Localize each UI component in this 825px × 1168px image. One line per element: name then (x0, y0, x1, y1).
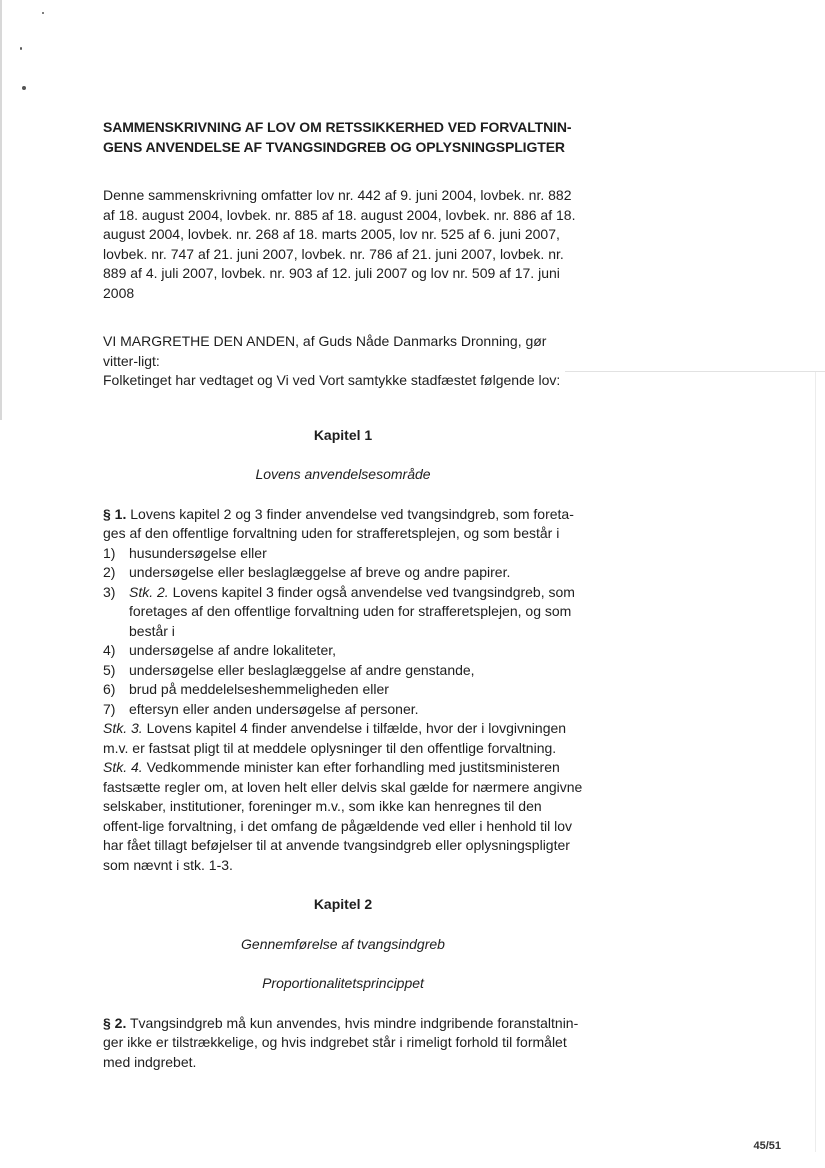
list-item-number: 3) (103, 583, 116, 600)
section-1-stk-4 (103, 758, 583, 875)
list-item (103, 583, 583, 642)
list-item (103, 563, 583, 583)
section-2 (103, 1014, 583, 1073)
scan-speck (42, 12, 44, 14)
list-item (103, 680, 583, 700)
scan-speck (20, 47, 22, 50)
scope-paragraph: Denne sammenskrivning omfatter lov nr. 442 af 9. juni 2004, lovbek. nr. 882 af 18. august 2004, lovbek. nr. 885 af 18. august 2004, lovbek. nr. 886 af 18. august 2004, lovbek. nr. 268 af 18. marts 2005, lov nr. 525 af 6. juni 2007, lovbek. nr. 747 af 21. juni 2007, lovbek. nr. 786 af 21. juni 2007, lovbek. nr. 889 af 4. juli 2007, lovbek. nr. 903 af 12. juli 2007 og lov nr. 509 af 17. juni 2008 (103, 187, 576, 301)
section-1-list (103, 544, 583, 720)
list-item-number: 4) (103, 642, 116, 658)
proclamation-line-2: Folketinget har vedtaget og Vi ved Vort samtykke stadfæstet følgende lov: (103, 372, 561, 388)
list-item (103, 661, 583, 681)
scan-artifact-vline (815, 372, 816, 1152)
chapter-2-sub-subtitle: Proportionalitetsprincippet (262, 975, 424, 991)
list-item-text: brud på meddelelseshemmeligheden eller (129, 681, 389, 697)
section-2-text: Tvangsindgreb må kun anvendes, hvis mindre indgribende foranstaltnin-ger ikke er tilstrækkelige, og hvis indgrebet står i rimeligt forhold til formålet med indgrebet. (103, 1014, 579, 1070)
stk-3-text: Lovens kapitel 4 finder anvendelse i tilfælde, hvor der i lovgivningen m.v. er fastsat pligt til at meddele oplysninger til den offentlige forvaltning. (103, 720, 567, 756)
list-item-number: 1) (103, 544, 116, 561)
section-1-label: § 1. (103, 505, 127, 522)
chapter-2-heading: Kapitel 2 (313, 896, 373, 912)
stk-4-text: Vedkommende minister kan efter forhandling med justitsministeren fastsætte regler om, at loven helt eller delvis skal gælde for nærmere angivne selskaber, institutioner, foreninger m.v., som ikke kan henregnes til den offent-lige forvaltning, i det omfang de pågældende ved eller i henhold til lov har fået tillagt beføjelser til at anvende tvangsindgreb eller oplysningspligter som nævnt i stk. 1-3. (103, 759, 583, 873)
proclamation (103, 332, 583, 391)
chapter-1-subtitle: Lovens anvendelsesområde (255, 466, 431, 482)
list-item-text: husundersøgelse eller (129, 544, 267, 561)
list-item-text: undersøgelse eller beslaglæggelse af breve og andre papirer. (129, 564, 511, 580)
list-item (103, 700, 583, 720)
list-item (103, 641, 583, 661)
list-item-number: 7) (103, 700, 116, 717)
section-2-label: § 2. (103, 1014, 127, 1031)
document-body (103, 118, 583, 1072)
list-item-text: undersøgelse af andre lokaliteter, (129, 642, 337, 658)
chapter-1-heading: Kapitel 1 (313, 426, 373, 443)
list-item-number: 2) (103, 564, 116, 580)
list-item-stk-label: Stk. 2. (129, 583, 169, 600)
scan-speck (22, 86, 26, 90)
list-item (103, 544, 583, 564)
list-item-number: 6) (103, 681, 116, 697)
page-number: 45/51 (753, 1140, 781, 1152)
stk-4-label: Stk. 4. (103, 759, 143, 775)
title-line-2: GENS ANVENDELSE AF TVANGSINDGREB OG OPLYSNINGSPLIGTER (103, 138, 565, 155)
chapter-2-subtitle: Gennemførelse af tvangsindgreb (241, 935, 445, 952)
title-line-1: SAMMENSKRIVNING AF LOV OM RETSSIKKERHED VED FORVALTNIN- (103, 119, 572, 135)
section-1-stk-3 (103, 719, 583, 758)
section-1 (103, 505, 583, 876)
section-1-intro (103, 505, 583, 544)
stk-3-label: Stk. 3. (103, 720, 143, 736)
proclamation-line-1: VI MARGRETHE DEN ANDEN, af Guds Nåde Danmarks Dronning, gør vitter-ligt: (103, 333, 547, 369)
list-item-number: 5) (103, 661, 116, 678)
list-item-text: undersøgelse eller beslaglæggelse af andre genstande, (129, 661, 475, 678)
list-item-text: eftersyn eller anden undersøgelse af personer. (129, 700, 419, 717)
document-title (103, 118, 583, 157)
section-1-text: Lovens kapitel 2 og 3 finder anvendelse ved tvangsindgreb, som foreta-ges af den offentlige forvaltning uden for strafferetsplejen, og som består i (103, 505, 574, 541)
scan-artifact-line (565, 371, 825, 372)
list-item-text: Lovens kapitel 3 finder også anvendelse ved tvangsindgreb, som foretages af den offentlige forvaltning uden for strafferetsplejen, og som består i (129, 583, 575, 639)
scan-edge-shadow (0, 0, 2, 420)
